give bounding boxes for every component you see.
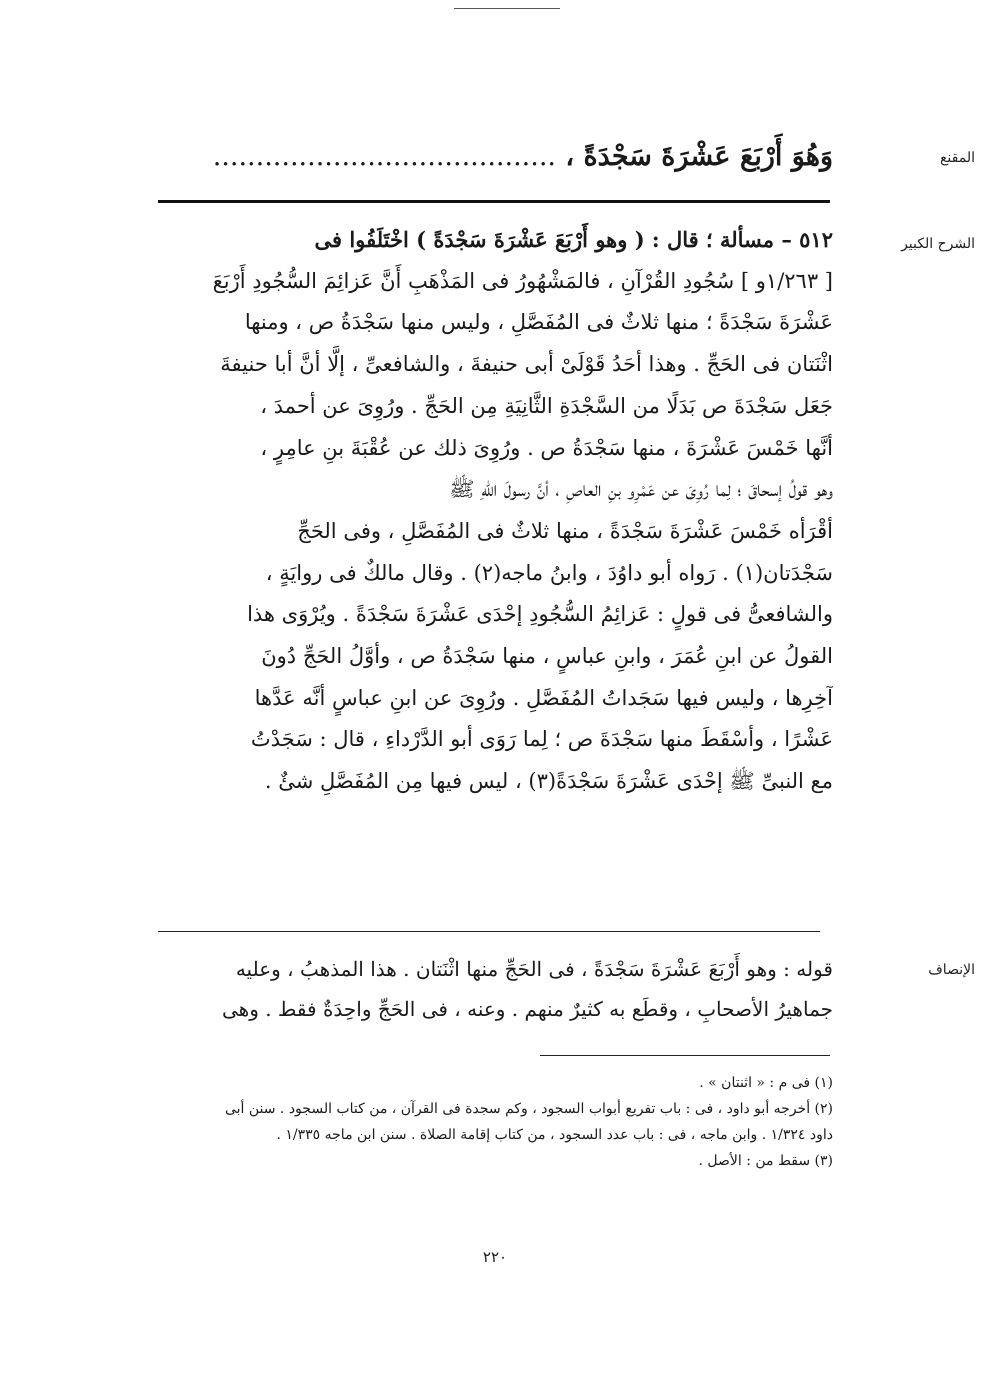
text-line: ٥١٢ – مسألة ؛ قال : ( وهو أَرْبَعَ عَشْرَةَ سَجْدَةً ) اخْتَلَفُوا فى (314, 227, 833, 252)
side-label-insaf: الإنصاف (928, 962, 975, 978)
text-line: قوله : وهو أَرْبَعَ عَشْرَةَ سَجْدَةً ، فى الحَجِّ منها اثْنَتان . هذا المذهبُ ، وعليه (235, 957, 833, 981)
sharh-body (161, 219, 833, 803)
text-line: سَجْدَتان(١) . رَواه أبو داوُدَ ، وابنُ ماجه(٢) . وقال مالكٌ فى روايَةٍ ، (265, 560, 833, 585)
text-line: والشافعىُّ فى قولٍ : عَزائِمُ السُّجُودِ إحْدَى عَشْرَةَ سَجْدَةً . ويُرْوَى هذا (247, 602, 833, 627)
page-number: ٢٢٠ (482, 1248, 508, 1266)
footnotes (161, 1070, 833, 1174)
footnote: (٢) أخرجه أبو داود ، فى : باب تفريع أبواب السجود ، وكم سجدة فى القرآن ، من كتاب السجود . سنن أبى (224, 1101, 833, 1117)
section-divider-top (158, 200, 830, 203)
text-line: [ ١/٢٦٣و ] سُجُودِ القُرْآنِ ، فالمَشْهُورُ فى المَذْهَبِ أَنَّ عَزائِمَ السُّجُودِ أَرْبَعَ (212, 268, 833, 293)
side-label-sharh: الشرح الكبير (901, 236, 975, 252)
header-rule (454, 8, 560, 9)
muqni-main-text: وَهُوَ أَرْبَعَ عَشْرَةَ سَجْدَةً ، (565, 141, 833, 172)
insaf-body (161, 949, 833, 1029)
text-line: عَشْرَةَ سَجْدَةً ؛ منها ثلاثٌ فى المُفَصَّلِ ، وليس منها سَجْدَةُ ص ، ومنها (244, 310, 833, 335)
section-divider-insaf (158, 931, 820, 932)
text-line: مع النبىِّ ﷺ إحْدَى عَشْرَةَ سَجْدَةً(٣) ، ليس فيها مِن المُفَصَّلِ شئٌ . (264, 769, 833, 794)
footnote: داود ١/٣٢٤ . وابن ماجه ، فى : باب عدد السجود ، من كتاب إقامة الصلاة . سنن ابن ماجه ١/٣٣٥ . (276, 1127, 833, 1143)
text-line: وهو قولُ إسحاقَ ؛ لِما رُوِىَ عن عَمْرِو بنِ العاصِ ، أنَّ رسولَ اللهِ ﷺ (449, 477, 833, 502)
text-line: جماهيرُ الأصحابِ ، وقطَع به كثيرٌ منهم . وعنه ، فى الحَجِّ واحِدَةٌ فقط . وهى (221, 997, 833, 1021)
muqni-text (153, 134, 833, 180)
text-line: جَعَل سَجْدَةَ ص بَدَلًا من السَّجْدَةِ الثَّانِيَةِ مِن الحَجِّ . ورُوِىَ عن أحمدَ ، (260, 393, 833, 418)
text-line: اثْنَتان فى الحَجِّ . وهذا أحَدُ قَوْلَىْ أبى حنيفةَ ، والشافعىِّ ، إلَّا أنَّ أبا حنيفةَ (220, 352, 833, 377)
text-line: القولُ عن ابنِ عُمَرَ ، وابنِ عباسٍ ، منها سَجْدَةُ ص ، وأوَّلُ الحَجِّ دُونَ (261, 644, 833, 669)
text-line: أقْرَأه خَمْسَ عَشْرَةَ سَجْدَةً ، منها ثلاثٌ فى المُفَصَّلِ ، وفى الحَجِّ (297, 518, 833, 543)
side-label-muqni: المقنع (939, 150, 975, 166)
text-line: آخِرِها ، وليس فيها سَجَداتُ المُفَصَّلِ . ورُوِىَ عن ابنِ عباسٍ أنَّه عَدَّها (254, 685, 833, 710)
muqni-dots: ........................................ (212, 141, 557, 172)
text-line: أنَّها خَمْسَ عَشْرَةَ ، منها سَجْدَةُ ص . ورُوِىَ ذلك عن عُقْبَةَ بنِ عامِرٍ ، (260, 435, 833, 460)
text-line: عَشْرًا ، وأسْقَطَ منها سَجْدَةَ ص ؛ لِما رَوَى أبو الدَّرْداءِ ، قال : سَجَدْتُ (250, 727, 833, 752)
footnote-divider (540, 1055, 830, 1056)
footnote: (١) فى م : « اثنتان » . (699, 1075, 833, 1091)
footnote: (٣) سقط من : الأصل . (698, 1153, 833, 1169)
